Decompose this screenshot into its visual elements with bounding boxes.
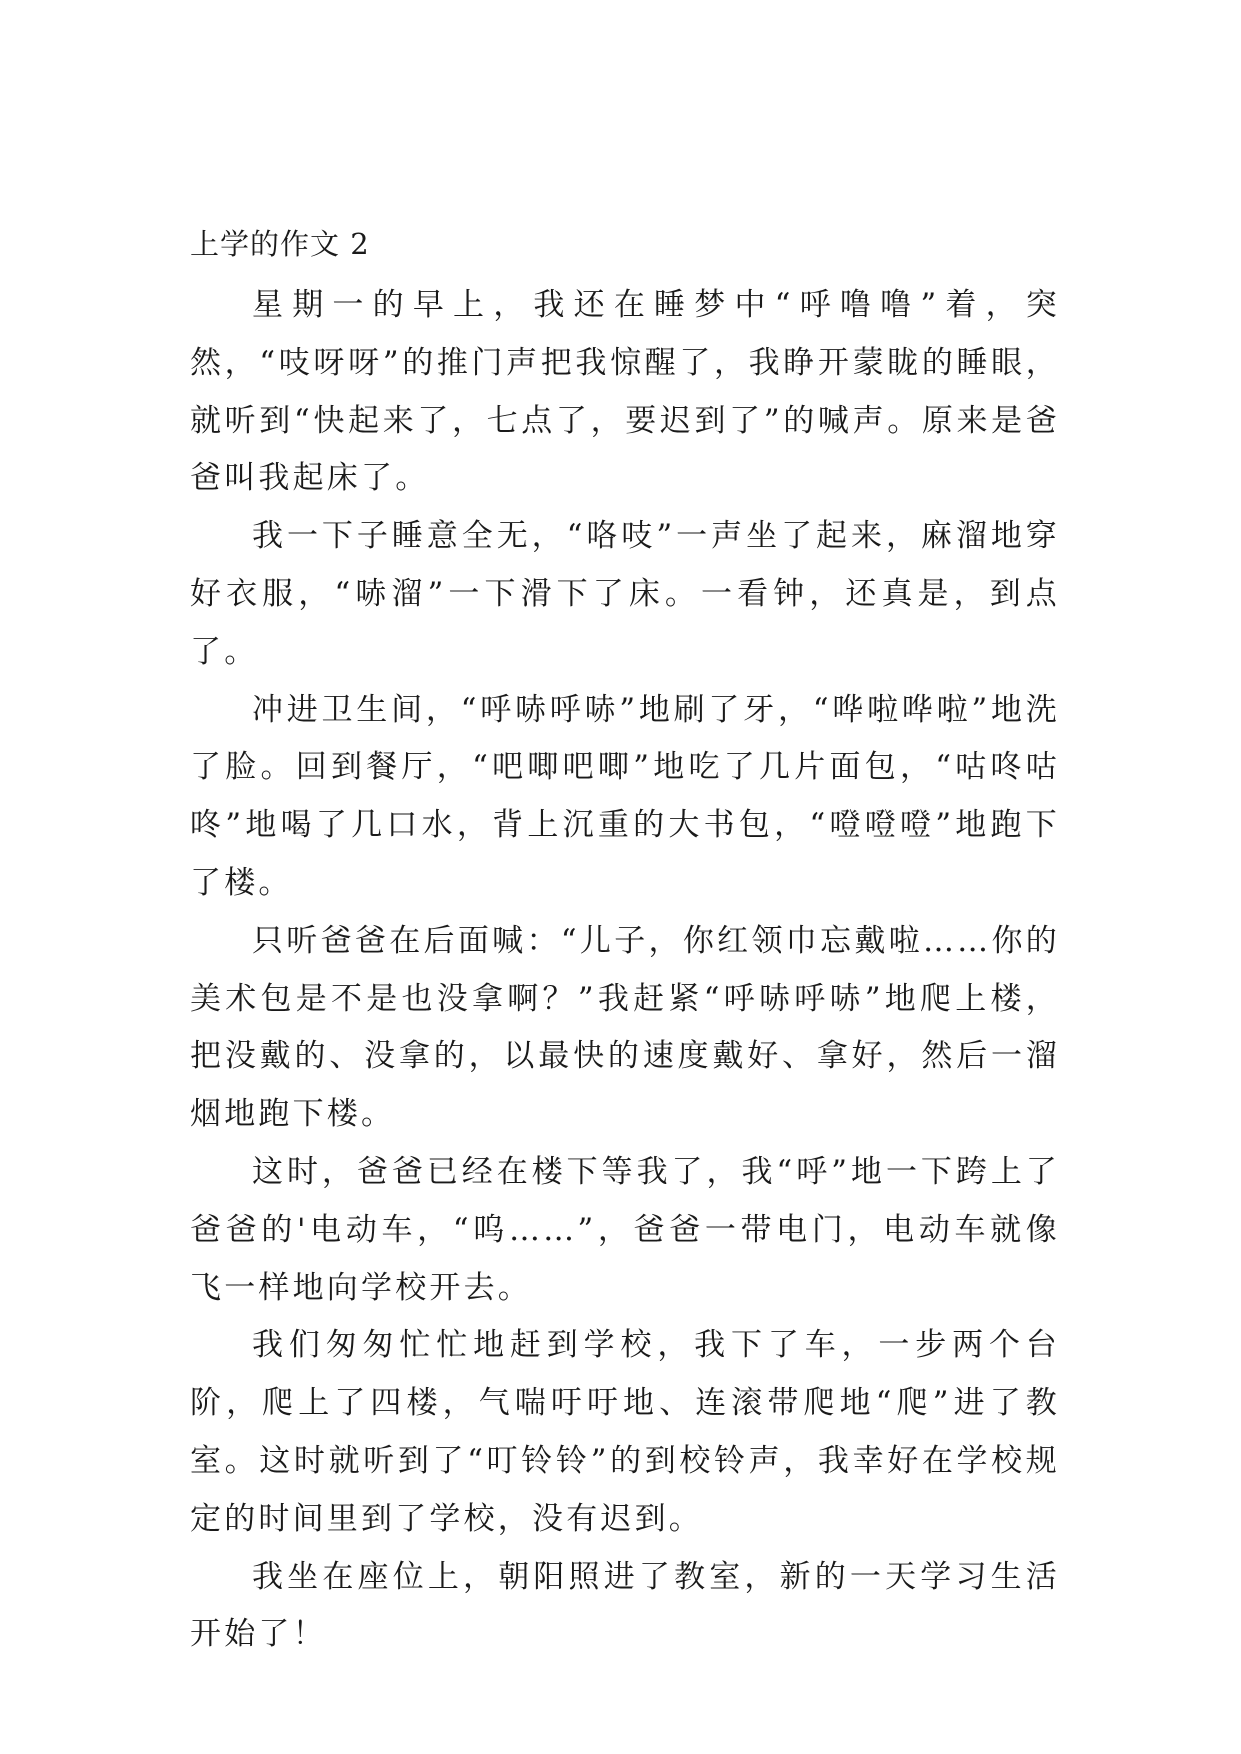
paragraph-4: 只听爸爸在后面喊：“儿子，你红领巾忘戴啦……你的美术包是不是也没拿啊？”我赶紧“呼哧呼哧”地爬上楼，把没戴的、没拿的，以最快的速度戴好、拿好，然后一溜烟地跑下楼。 [190,922,1060,1133]
paragraph-2: 我一下子睡意全无，“咯吱”一声坐了起来，麻溜地穿好衣服，“哧溜”一下滑下了床。一看钟，还真是，到点了。 [190,518,1060,670]
paragraph-5: 这时，爸爸已经在楼下等我了，我“呼”地一下跨上了爸爸的'电动车，“呜……”，爸爸一带电门，电动车就像飞一样地向学校开去。 [190,1153,1060,1306]
document-title: 上学的作文 2 [190,227,370,261]
paragraph-1: 星期一的早上，我还在睡梦中“呼噜噜”着，突然，“吱呀呀”的推门声把我惊醒了，我睁开蒙眬的睡眼，就听到“快起来了，七点了，要迟到了”的喊声。原来是爸爸叫我起床了。 [190,287,1060,497]
paragraph-7: 我坐在座位上，朝阳照进了教室，新的一天学习生活开始了！ [190,1558,1060,1653]
paragraph-6: 我们匆匆忙忙地赶到学校，我下了车，一步两个台阶，爬上了四楼，气喘吁吁地、连滚带爬地“爬”进了教室。这时就听到了“叮铃铃”的到校铃声，我幸好在学校规定的时间里到了学校，没有迟到。 [190,1327,1060,1537]
paragraph-3: 冲进卫生间，“呼哧呼哧”地刷了牙，“哗啦哗啦”地洗了脸。回到餐厅，“吧唧吧唧”地吃了几片面包，“咕咚咕咚”地喝了几口水，背上沉重的大书包，“噔噔噔”地跑下了楼。 [190,691,1060,901]
document-body [190,277,1060,1664]
